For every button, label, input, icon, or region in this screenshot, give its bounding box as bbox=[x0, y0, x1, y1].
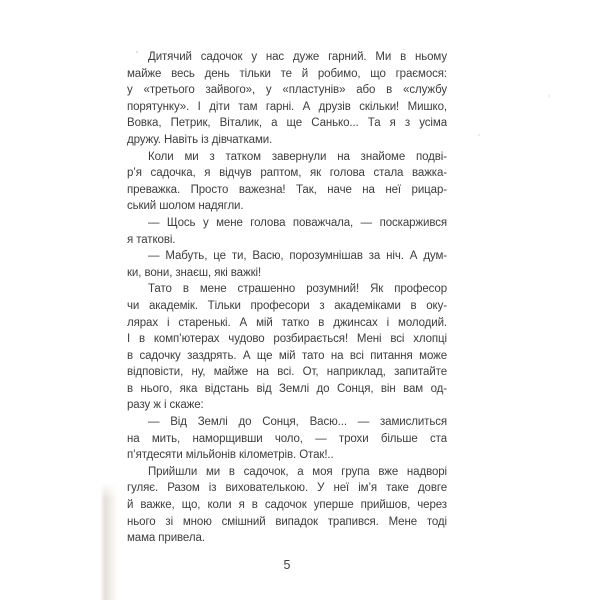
paragraph bbox=[127, 215, 447, 248]
text-line: І в комп’ютерах чудово розбирається! Мені всі хлопці bbox=[127, 333, 447, 346]
text-line: ки, вони, знаєш, які важкі! bbox=[127, 266, 262, 279]
text-line: Коли ми з татком завернули на знайоме подві- bbox=[148, 150, 447, 163]
text-line: порятунку». І діти там гарні. А друзів скільки! Мишко, bbox=[127, 100, 447, 113]
text-line: лярах і старенькі. А мій татко в джинсах і молодий. bbox=[127, 316, 447, 329]
text-line: Вовка, Петрик, Віталик, а ще Санько... Та я з усіма bbox=[127, 117, 447, 130]
text-block bbox=[127, 49, 447, 547]
text-line: майже весь день тільки те й робимо, що граємося: bbox=[127, 67, 447, 80]
scan-speck-artifact bbox=[548, 95, 550, 97]
text-line: й важке, що, коли я в садочок уперше прийшов, через bbox=[127, 499, 447, 512]
paragraph bbox=[127, 49, 447, 149]
text-line: — Щось у мене голова поважчала, — поскаржився bbox=[148, 216, 447, 229]
text-line: Тато в мене страшенно розумний! Як професор bbox=[148, 283, 447, 296]
text-line: Прийшли ми в садочок, а моя група вже надворі bbox=[148, 465, 447, 478]
text-line: — Від Землі до Сонця, Васю... — замислиться bbox=[148, 416, 447, 429]
scan-speck-artifact bbox=[478, 134, 480, 136]
text-line: — Мабуть, це ти, Васю, порозумнішав за ніч. А дум- bbox=[148, 250, 447, 263]
text-line: гуляє. Разом із вихователькою. У неї ім’я таке довге bbox=[127, 482, 447, 495]
text-line: чи академік. Тільки професори з академіками в оку- bbox=[127, 299, 447, 312]
paragraph bbox=[127, 149, 447, 215]
text-line: р’я садочка, я відчув раптом, як голова стала важка- bbox=[127, 167, 447, 180]
text-line: дружу. Навіть із дівчатками. bbox=[127, 133, 273, 146]
text-line: преважка. Просто важезна! Так, наче на неї рицар- bbox=[127, 183, 447, 196]
text-line: в садочку заздрять. А ще мій тато на всі питання може bbox=[127, 349, 447, 362]
paragraph bbox=[127, 414, 447, 464]
text-line: Дитячий садочок у нас дуже гарний. Ми в ньому bbox=[148, 51, 447, 63]
scan-shadow-artifact bbox=[100, 483, 120, 600]
text-line: відповісти, ну, майже на всі. От, наприклад, запитайте bbox=[127, 366, 447, 379]
text-line: разу ж і скаже: bbox=[127, 399, 204, 412]
text-line: на мить, наморщивши чоло, — трохи більше ста bbox=[127, 432, 447, 445]
text-line: нього зі мною смішний випадок трапився. Мене тоді bbox=[127, 515, 447, 528]
paragraph bbox=[127, 248, 447, 281]
paragraph bbox=[127, 464, 447, 547]
text-line: я таткові. bbox=[127, 233, 176, 246]
text-line: в нього, яка відстань від Землі до Сонця, він вам од- bbox=[127, 382, 447, 395]
paragraph bbox=[127, 281, 447, 414]
page-number: 5 bbox=[283, 558, 291, 572]
text-line: ський шолом надягли. bbox=[127, 200, 244, 213]
text-line: у «третього зайвого», у «пластунів» або в «службу bbox=[127, 84, 447, 97]
text-line: п’ятдесяти мільйонів кілометрів. Отак!.. bbox=[127, 449, 334, 462]
text-line: мама привела. bbox=[127, 532, 205, 545]
